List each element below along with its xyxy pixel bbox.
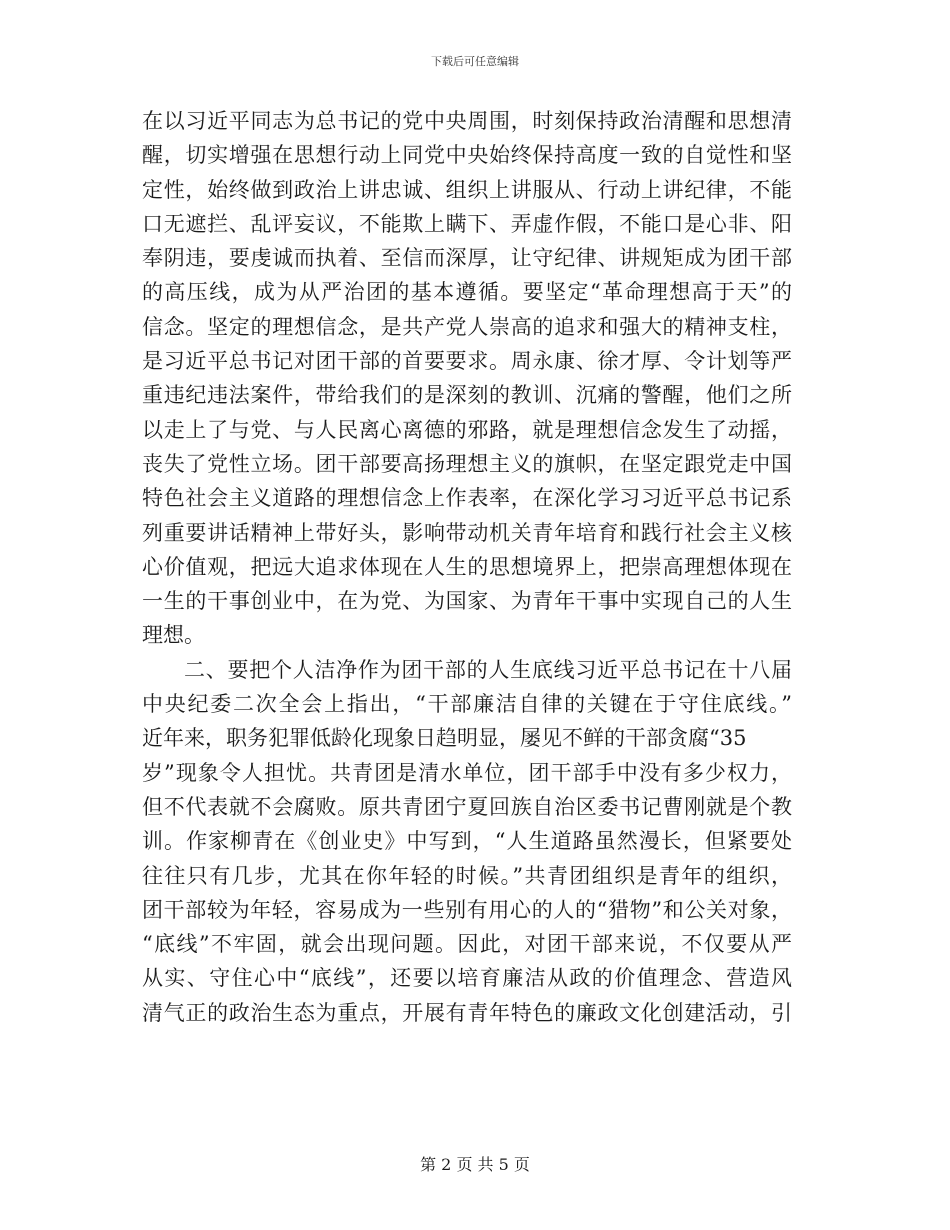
- page-header-note: 下载后可任意编辑: [431, 55, 519, 68]
- body-line: 列重要讲话精神上带好头，影响带动机关青年培育和践行社会主义核: [142, 520, 792, 545]
- body-line: 但不代表就不会腐败。原共青团宁夏回族自治区委书记曹刚就是个教: [142, 794, 792, 819]
- body-line: 一生的干事创业中，在为党、为国家、为青年干事中实现自己的人生: [142, 589, 792, 614]
- body-line: 丧失了党性立场。团干部要高扬理想主义的旗帜，在坚定跟党走中国: [142, 451, 792, 476]
- body-line: 是习近平总书记对团干部的首要要求。周永康、徐才厚、令计划等严: [142, 349, 792, 374]
- body-line: 近年来，职务犯罪低龄化现象日趋明显，屡见不鲜的干部贪腐“35: [142, 726, 747, 751]
- page-number: 第 2 页 共 5 页: [420, 1155, 530, 1174]
- body-line: 往往只有几步，尤其在你年轻的时候。”共青团组织是青年的组织，: [142, 863, 792, 888]
- document-body: [142, 104, 792, 1030]
- body-line: 醒，切实增强在思想行动上同党中央始终保持高度一致的自觉性和坚: [142, 143, 792, 168]
- body-line: 信念。坚定的理想信念，是共产党人崇高的追求和强大的精神支柱，: [142, 314, 792, 339]
- body-line: 清气正的政治生态为重点，开展有青年特色的廉政文化创建活动，引: [142, 1000, 792, 1025]
- body-line: 训。作家柳青在《创业史》中写到，“人生道路虽然漫长，但紧要处: [142, 829, 792, 854]
- body-line: 心价值观，把远大追求体现在人生的思想境界上，把崇高理想体现在: [142, 554, 792, 579]
- body-line: 口无遮拦、乱评妄议，不能欺上瞒下、弄虚作假，不能口是心非、阳: [142, 211, 792, 236]
- section-heading-line: 二、要把个人洁净作为团干部的人生底线习近平总书记在十八届: [184, 657, 792, 682]
- body-line: 重违纪违法案件，带给我们的是深刻的教训、沉痛的警醒，他们之所: [142, 383, 792, 408]
- body-line: 以走上了与党、与人民离心离德的邪路，就是理想信念发生了动摇，: [142, 417, 792, 442]
- body-line: 团干部较为年轻，容易成为一些别有用心的人的“猎物”和公关对象，: [142, 897, 792, 922]
- body-line: 定性，始终做到政治上讲忠诚、组织上讲服从、行动上讲纪律，不能: [142, 177, 792, 202]
- body-line: 理想。: [142, 623, 205, 648]
- body-line: “底线”不牢固，就会出现问题。因此，对团干部来说，不仅要从严: [142, 932, 792, 957]
- body-line: 岁”现象令人担忧。共青团是清水单位，团干部手中没有多少权力，: [142, 760, 792, 785]
- body-line: 在以习近平同志为总书记的党中央周围，时刻保持政治清醒和思想清: [142, 109, 792, 133]
- body-line: 奉阴违，要虔诚而执着、至信而深厚，让守纪律、讲规矩成为团干部: [142, 246, 792, 271]
- body-line: 从实、守住心中“底线”，还要以培育廉洁从政的价值理念、营造风: [142, 966, 792, 991]
- body-line: 中央纪委二次全会上指出，“干部廉洁自律的关键在于守住底线。”: [142, 692, 792, 717]
- body-line: 特色社会主义道路的理想信念上作表率，在深化学习习近平总书记系: [142, 486, 792, 511]
- body-line: 的高压线，成为从严治团的基本遵循。要坚定“革命理想高于天”的: [142, 280, 792, 305]
